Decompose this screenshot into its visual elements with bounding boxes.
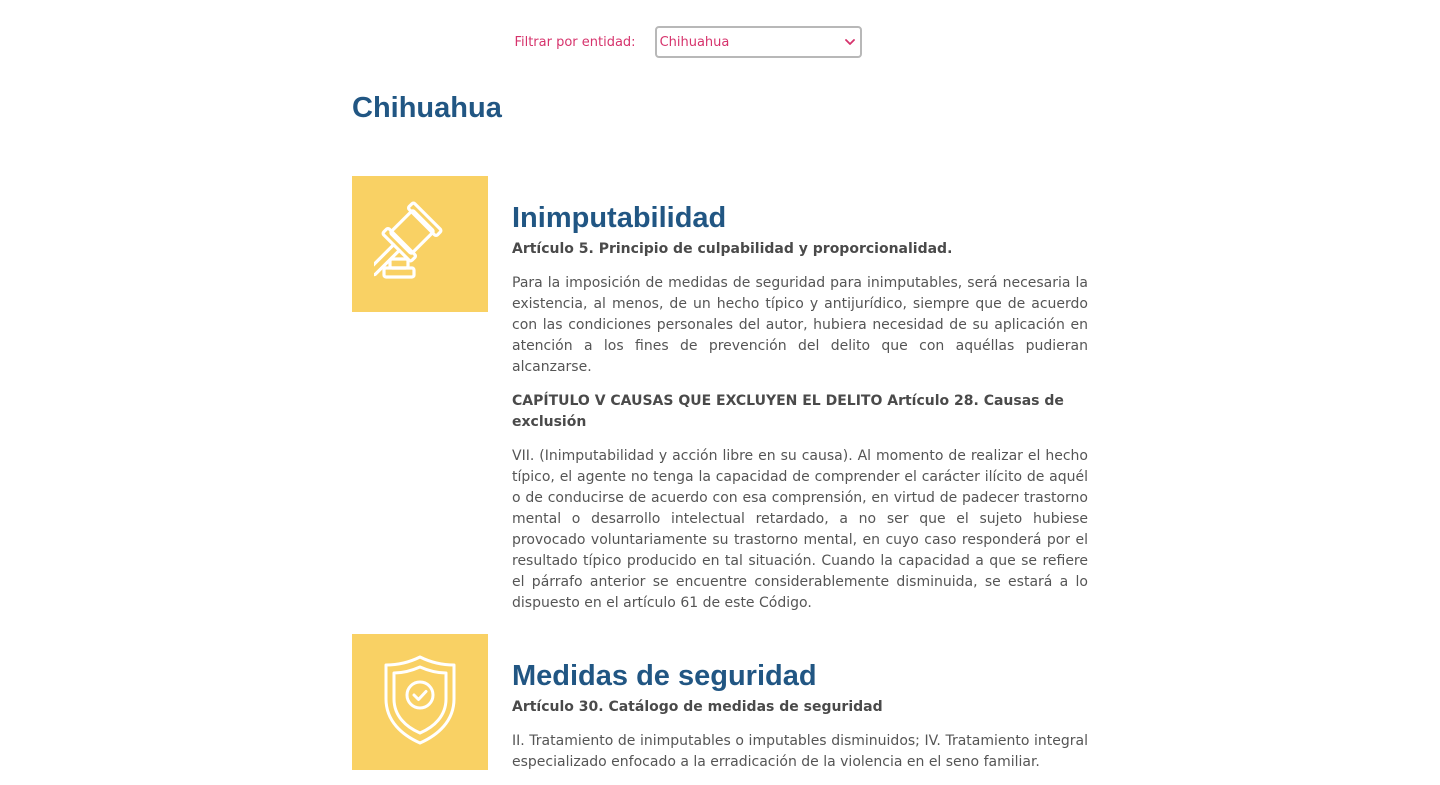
section-body <box>512 200 1088 614</box>
entity-select-value: Chihuahua <box>659 34 730 50</box>
section-title: Medidas de seguridad <box>512 660 817 692</box>
section-icon-box <box>352 176 488 312</box>
filter-label: Filtrar por entidad: <box>514 34 636 50</box>
article-paragraph: II. Tratamiento de inimputables o imputables disminuidos; IV. Tratamiento integral especializado enfocado a la erradicación de la violencia en el seno familiar. <box>512 733 1088 770</box>
filter-bar <box>0 26 1440 58</box>
article-heading: CAPÍTULO V CAUSAS QUE EXCLUYEN EL DELITO Artículo 28. Causas de exclusión <box>512 393 1064 430</box>
section-title: Inimputabilidad <box>512 202 727 234</box>
article-heading: Artículo 30. Catálogo de medidas de seguridad <box>512 699 883 715</box>
entity-title: Chihuahua <box>352 92 502 124</box>
section-icon-box <box>352 634 488 770</box>
shield-check-icon <box>380 653 460 752</box>
section-body <box>512 658 1088 773</box>
chevron-down-icon <box>845 38 855 46</box>
article-paragraph: Para la imposición de medidas de seguridad para inimputables, será necesaria la existencia, al menos, de un hecho típico y antijurídico, siempre que de acuerdo con las condiciones personales del autor, hubiera necesidad de su aplicación en atención a los fines de prevención del delito que con aquéllas pudieran alcanzarse. <box>512 275 1088 375</box>
article-paragraph: VII. (Inimputabilidad y acción libre en su causa). Al momento de realizar el hecho típico, el agente no tenga la capacidad de comprender el carácter ilícito de aquél o de conducirse de acuerdo con esa comprensión, en virtud de padecer trastorno mental o desarrollo intelectual retardado, a no ser que el sujeto hubiese provocado voluntariamente su trastorno mental, en cuyo caso responderá por el resultado típico producido en tal situación. Cuando la capacidad a que se refiere el párrafo anterior se encuentre considerablemente disminuida, se estará a lo dispuesto en el artículo 61 de este Código. <box>512 448 1088 611</box>
article-heading: Artículo 5. Principio de culpabilidad y proporcionalidad. <box>512 241 953 257</box>
entity-select[interactable] <box>655 26 862 58</box>
gavel-icon <box>374 196 466 293</box>
